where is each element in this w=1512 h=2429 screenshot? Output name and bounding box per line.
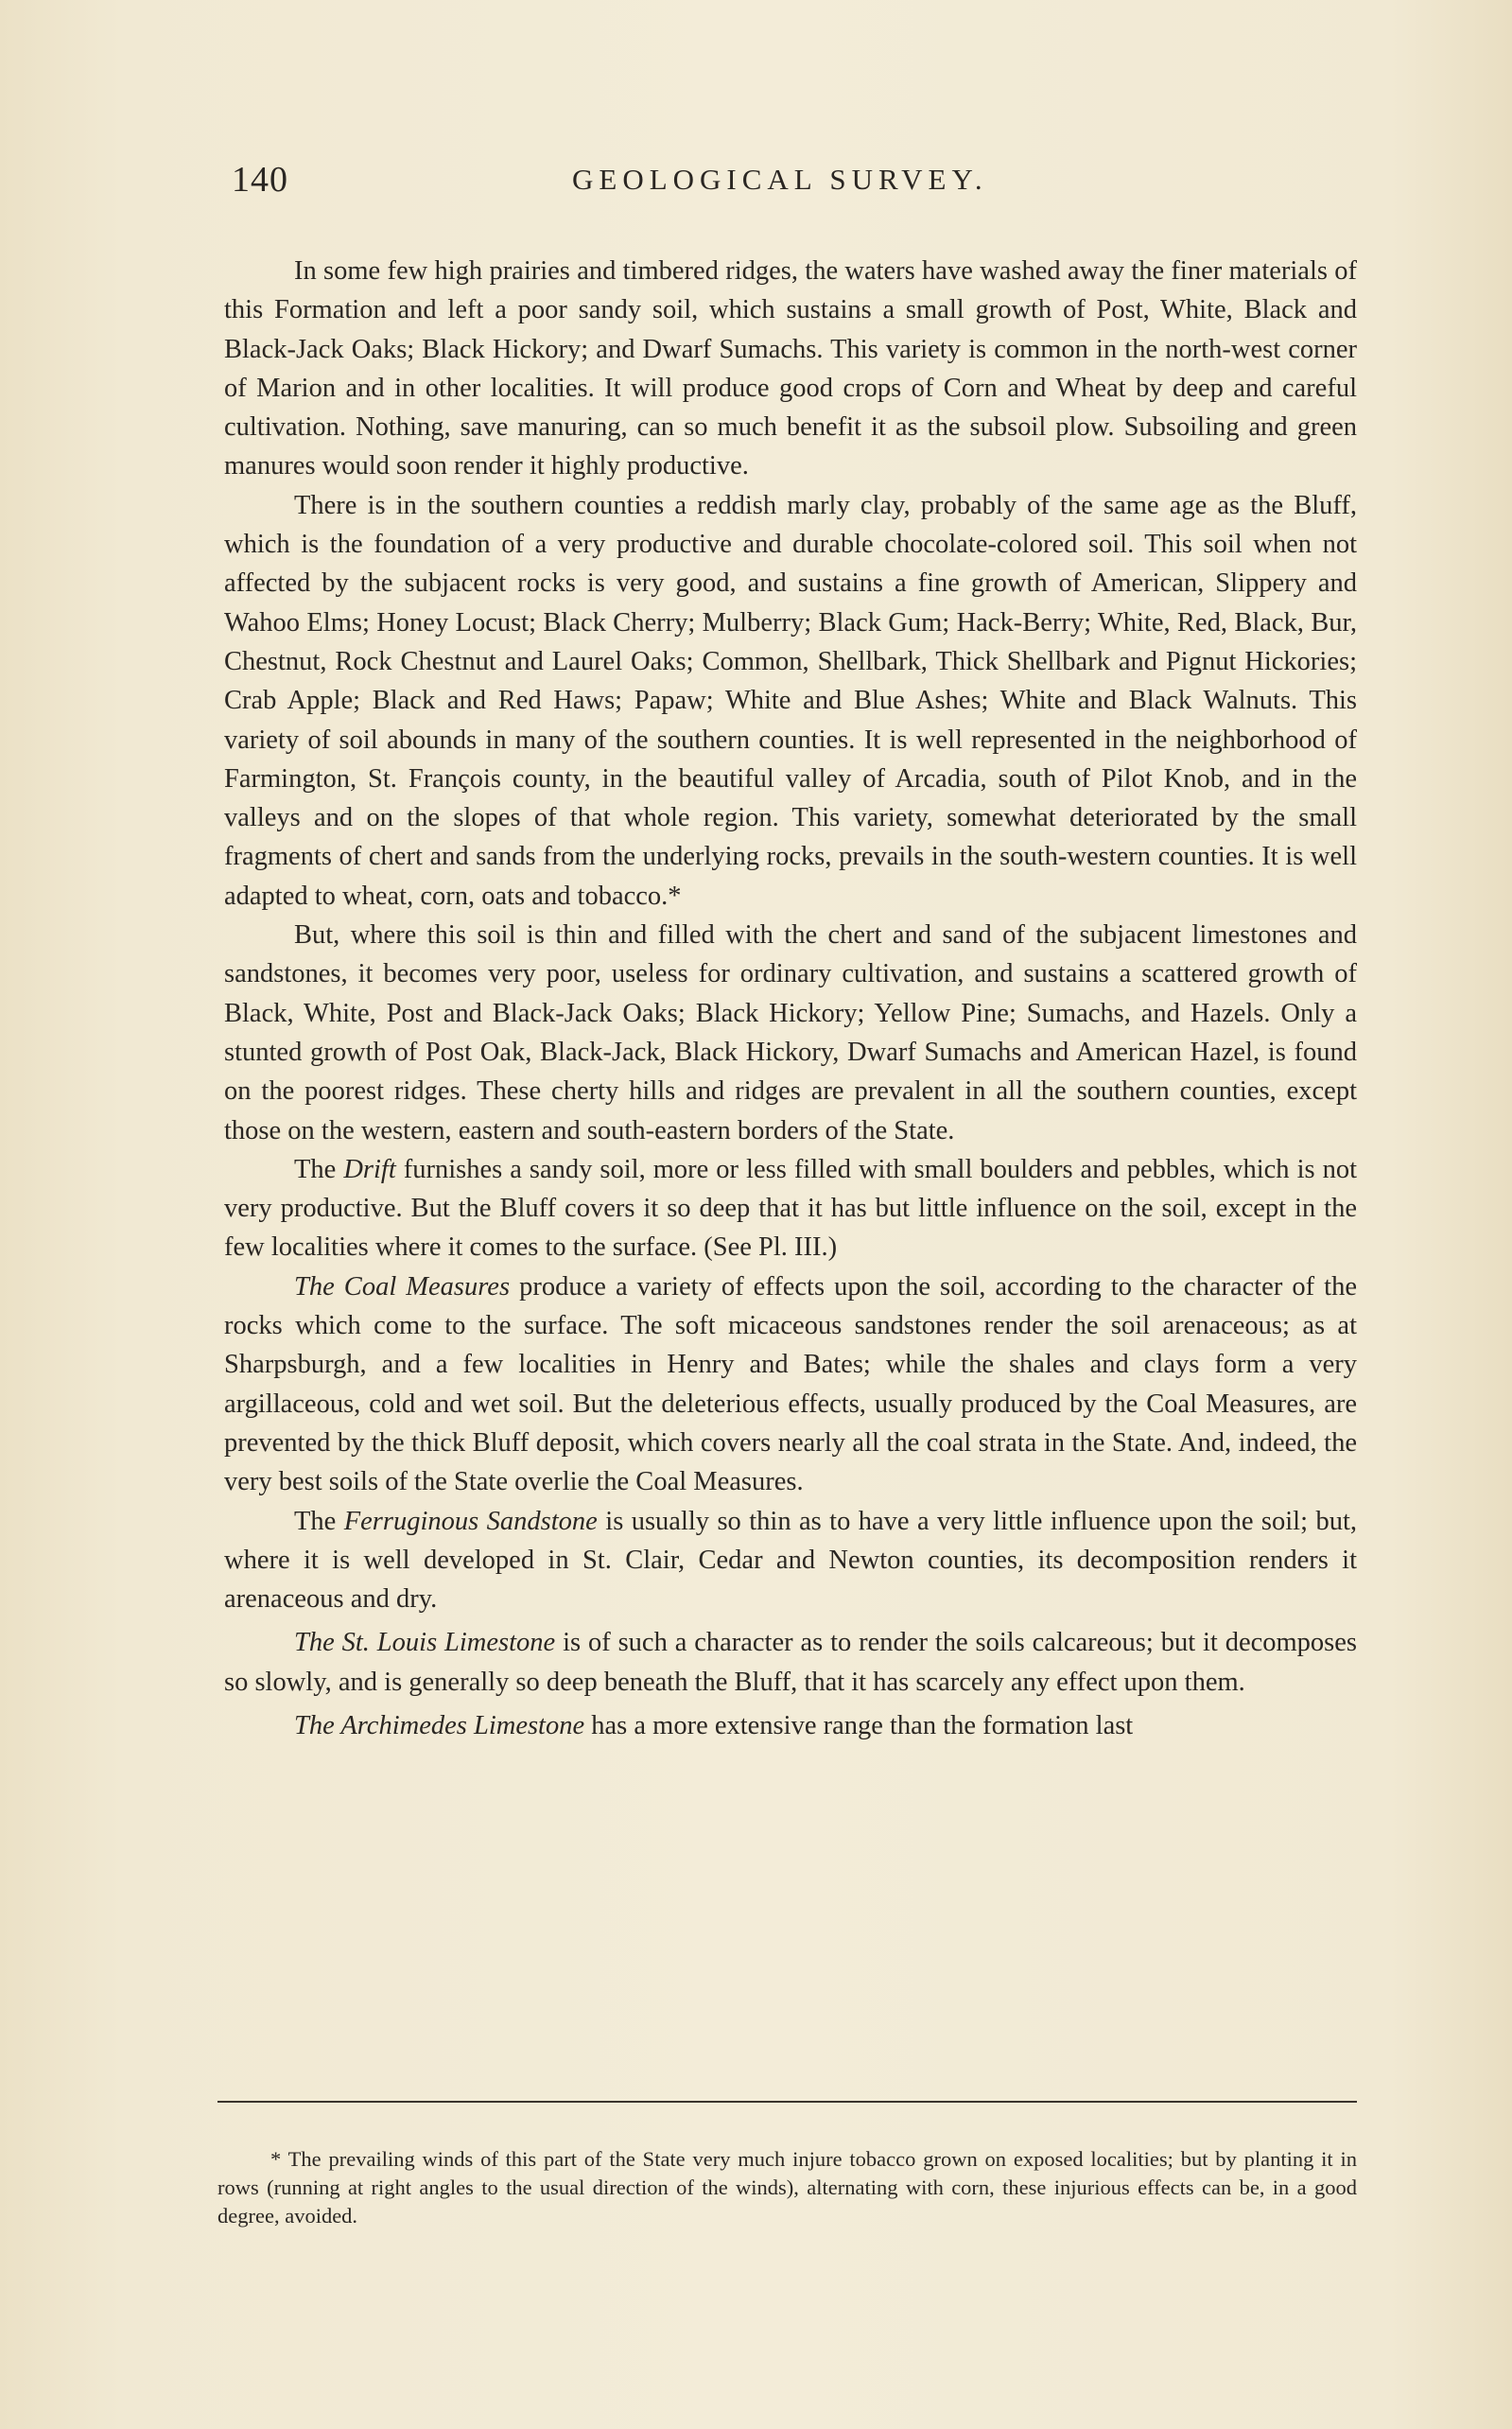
paragraph — [224, 1623, 1357, 1702]
italic-term: Drift — [343, 1154, 396, 1184]
body-text — [224, 252, 1357, 1745]
paragraph — [224, 486, 1357, 916]
text-run: is of such a character as to render the soils calcareous; but it decomposes so slowly, and is generally so deep beneath the Bluff, that it has scarcely any effect upon them. — [224, 1628, 1358, 1697]
paragraph — [224, 1502, 1357, 1619]
footnote-text: * The prevailing winds of this part of the State very much injure tobacco grown on exposed localities; but by planting it in rows (running at right angles to the usual direction of the winds), alternating with corn, these injurious effects can be, in a good degree, avoided. — [217, 2147, 1357, 2228]
text-run: The — [294, 1154, 344, 1184]
text-run: furnishes a sandy soil, more or less filled with small boulders and pebbles, which is not very productive. But the Bluff covers it so deep that it has but little influence on the soil, except in the few localities where it comes to the surface. (See Pl. III.) — [224, 1154, 1358, 1263]
text-run: But, where this soil is thin and filled with the chert and sand of the subjacent limestones and sandstones, it becomes very poor, useless for ordinary cultivation, and sustains a scattered growth of Black, White, Post and Black-Jack Oaks; Black Hickory; Yellow Pine; Sumachs, and Hazels. Only a stunted growth of Post Oak, Black-Jack, Black Hickory, Dwarf Sumachs and American Hazel, is found on the poorest ridges. These cherty hills and ridges are prevalent in all the southern counties, except those on the western, eastern and south-eastern borders of the State. — [224, 920, 1357, 1145]
footnote-divider — [217, 2101, 1357, 2103]
italic-term: Ferruginous Sandstone — [343, 1506, 598, 1536]
text-run: There is in the southern counties a reddish marly clay, probably of the same age as the Bluff, which is the foundation of a very productive and durable chocolate-colored soil. This soil when not affected by the subjacent rocks is very good, and sustains a fine growth of American, Slippery and Wahoo Elms; Honey Locust; Black Cherry; Mulberry; Black Gum; Hack-Berry; White, Red, Black, Bur, Chestnut, Rock Chestnut and Laurel Oaks; Common, Shellbark, Thick Shellbark and Pignut Hickories; Crab Apple; Black and Red Haws; Papaw; White and Blue Ashes; White and Black Walnuts. This variety of soil abounds in many of the southern counties. It is well represented in the neighborhood of Farmington, St. François county, in the beautiful valley of Arcadia, south of Pilot Knob, and in the valleys and on the slopes of that whole region. This variety, somewhat deteriorated by the small fragments of chert and sands from the underlying rocks, prevails in the south-western counties. It is well adapted to wheat, corn, oats and tobacco.* — [224, 490, 1357, 911]
text-run: is usually so thin as to have a very little influence upon the soil; but, where it is well developed in St. Clair, Cedar and Newton counties, its decomposition renders it arenaceous and dry. — [224, 1506, 1357, 1615]
paragraph — [224, 1706, 1357, 1745]
text-run: produce a variety of effects upon the soil, according to the character of the rocks which come to the surface. The soft micaceous sandstones render the soil arenaceous; as at Sharpsburgh, and a few localities in Henry and Bates; while the shales and clays form a very argillaceous, cold and wet soil. But the deleterious effects, usually produced by the Coal Measures, are prevented by the thick Bluff deposit, which covers nearly all the coal strata in the State. And, indeed, the very best soils of the State overlie the Coal Measures. — [224, 1271, 1357, 1497]
text-run: The — [294, 1506, 344, 1536]
paragraph — [224, 1150, 1357, 1267]
page-header — [232, 159, 1357, 206]
page-number: 140 — [232, 160, 288, 200]
paragraph — [224, 916, 1357, 1150]
italic-term: The Coal Measures — [294, 1271, 511, 1302]
paragraph — [224, 252, 1357, 486]
running-title: GEOLOGICAL SURVEY. — [572, 163, 988, 196]
italic-term: The St. Louis Limestone — [294, 1628, 556, 1658]
italic-term: The Archimedes Limestone — [294, 1710, 585, 1740]
footnote — [217, 2145, 1357, 2230]
paragraph — [224, 1267, 1357, 1502]
text-run: In some few high prairies and timbered ridges, the waters have washed away the finer materials of this Formation and left a poor sandy soil, which sustains a small growth of Post, White, Black and Black-Jack Oaks; Black Hickory; and Dwarf Sumachs. This variety is common in the north-west corner of Marion and in other localities. It will produce good crops of Corn and Wheat by deep and careful cultivation. Nothing, save manuring, can so much benefit it as the subsoil plow. Subsoiling and green manures would soon render it highly productive. — [224, 256, 1357, 481]
text-run: has a more extensive range than the formation last — [584, 1710, 1134, 1740]
